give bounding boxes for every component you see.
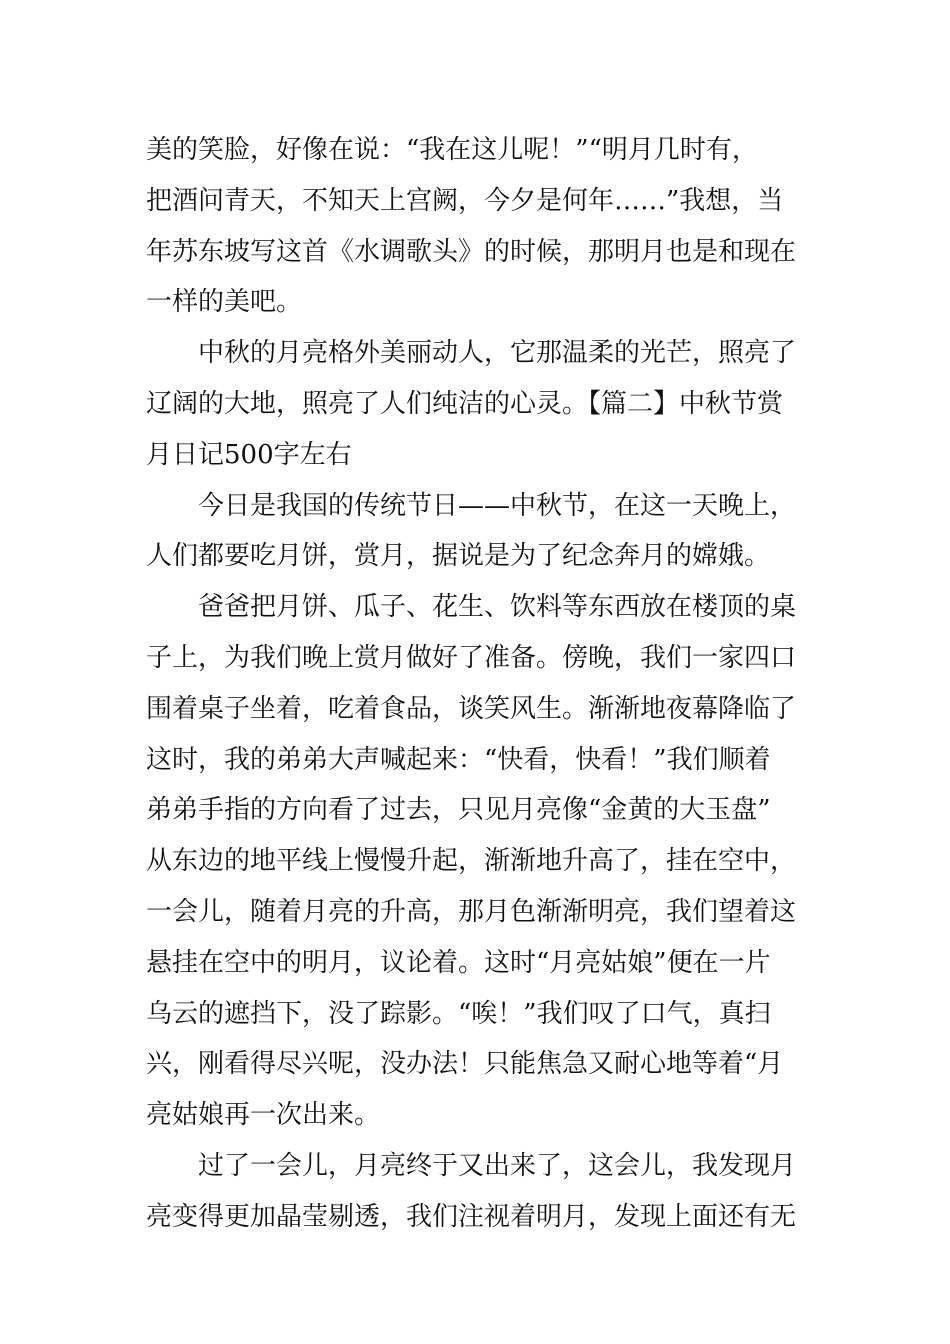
text-line: 悬挂在空中的明月，议论着。这时“月亮姑娘”便在一片 xyxy=(146,947,771,978)
text-line: 这时，我的弟弟大声喊起来：“快看，快看！”我们顺着 xyxy=(146,744,771,775)
text-line: 乌云的遮挡下，没了踪影。“唉！”我们叹了口气，真扫 xyxy=(146,998,771,1029)
paragraph-first-line: 过了一会儿，月亮终于又出来了，这会儿，我发现月 xyxy=(198,1150,797,1181)
paragraph-first-line: 今日是我国的传统节日——中秋节，在这一天晚上， xyxy=(198,490,797,521)
text-line: 辽阔的大地，照亮了人们纯洁的心灵。【篇二】中秋节赏 xyxy=(146,388,784,419)
text-line: 亮姑娘再一次出来。 xyxy=(146,1100,381,1131)
text-line: 美的笑脸，好像在说：“我在这儿呢！”“明月几时有， xyxy=(146,135,758,165)
text-line: 把酒问青天，不知天上宫阙，今夕是何年……”我想，当 xyxy=(146,185,784,216)
text-line: 一会儿，随着月亮的升高，那月色渐渐明亮，我们望着这 xyxy=(146,896,797,927)
paragraph-first-line: 爸爸把月饼、瓜子、花生、饮料等东西放在楼顶的桌 xyxy=(198,592,797,623)
text-line: 人们都要吃月饼，赏月，据说是为了纪念奔月的嫦娥。 xyxy=(146,541,771,572)
text-line: 年苏东坡写这首《水调歌头》的时候，那明月也是和现在 xyxy=(146,236,797,267)
text-line: 兴，刚看得尽兴呢，没办法！只能焦急又耐心地等着“月 xyxy=(146,1049,784,1080)
text-line: 从东边的地平线上慢慢升起，渐渐地升高了，挂在空中， xyxy=(146,846,797,877)
text-line: 围着桌子坐着，吃着食品，谈笑风生。渐渐地夜幕降临了 xyxy=(146,693,797,724)
paragraph-first-line: 中秋的月亮格外美丽动人，它那温柔的光芒，照亮了 xyxy=(198,338,797,369)
document-body xyxy=(146,125,810,1243)
text-line: 弟弟手指的方向看了过去，只见月亮像“金黄的大玉盘” xyxy=(146,795,771,826)
text-line: 亮变得更加晶莹剔透，我们注视着明月，发现上面还有无 xyxy=(146,1201,797,1232)
text-line: 子上，为我们晚上赏月做好了准备。傍晚，我们一家四口 xyxy=(146,642,797,673)
text-line: 月日记500字左右 xyxy=(146,439,352,470)
text-line: 一样的美吧。 xyxy=(146,287,303,318)
